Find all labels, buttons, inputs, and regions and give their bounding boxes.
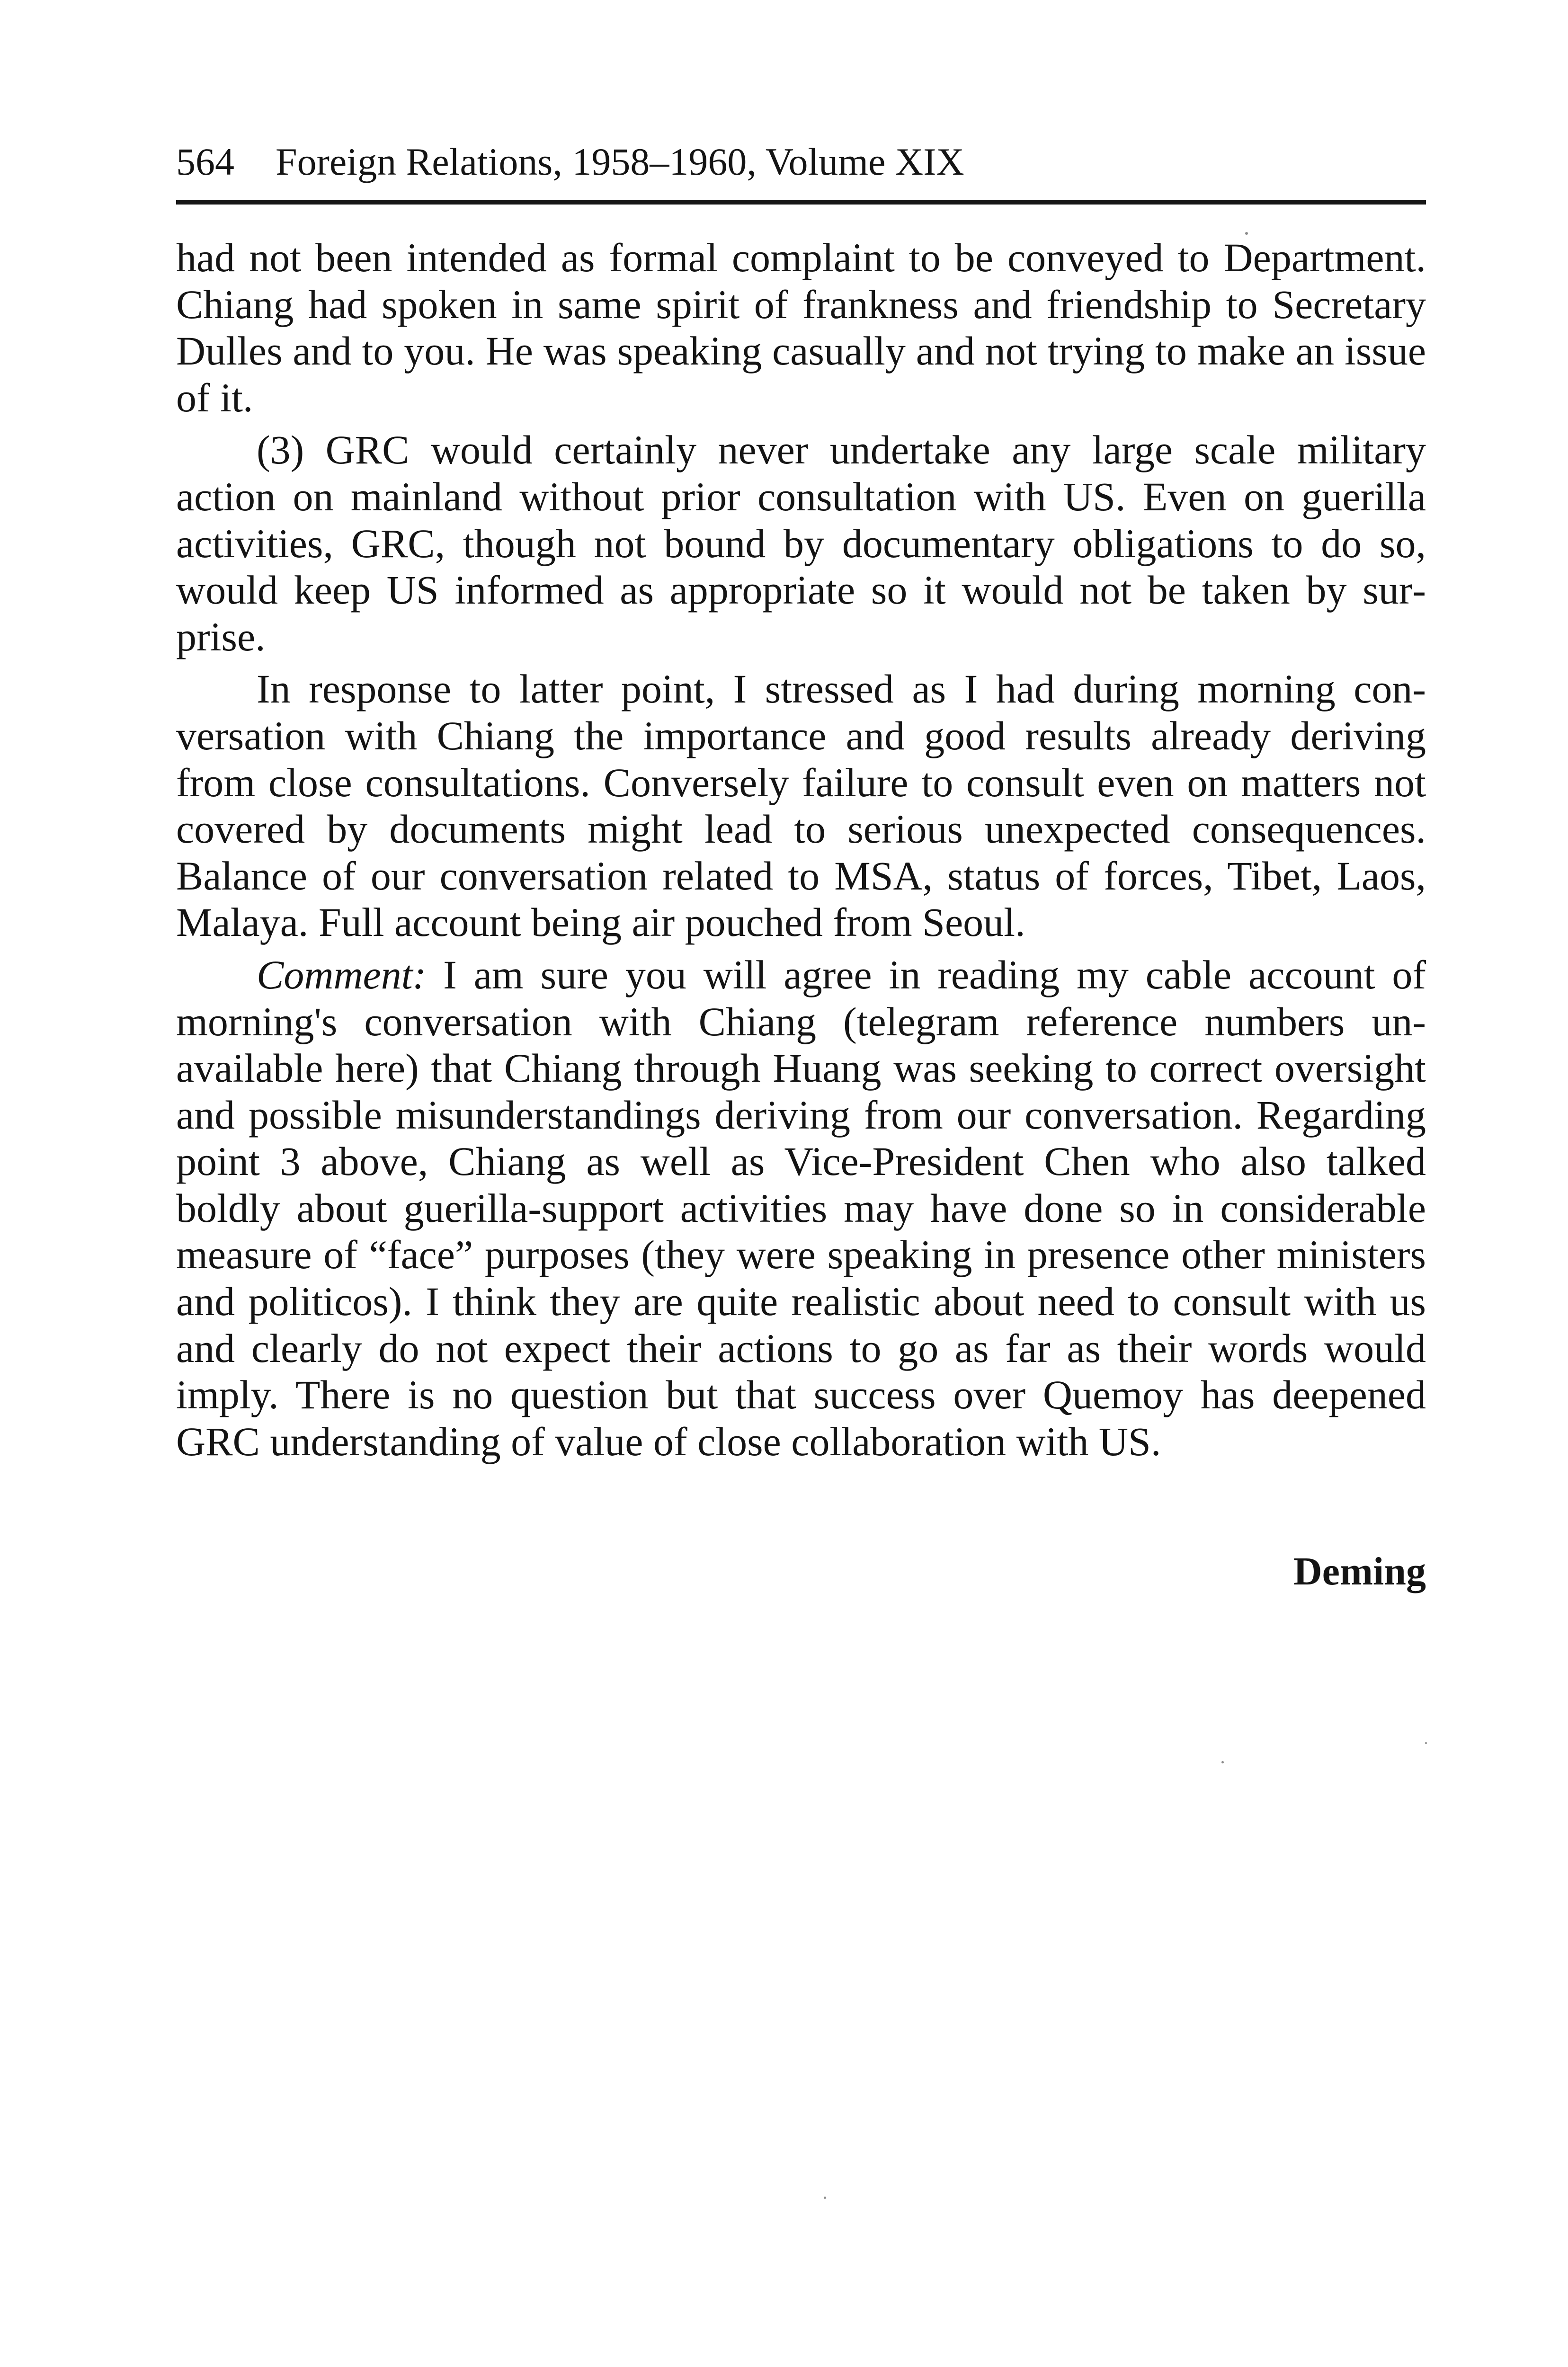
comment-text: I am sure you will agree in reading my cable account of morning's conversation with Chiang (telegram reference numbers unavailable here) that Chiang through Huang was seeking to correct oversight and possible misunderstandings deriving from our conversation. Regarding point 3 above, Chiang as well as Vice-President Chen who also talked boldly about guerilla-support activities may have done so in considerable measure of “face” purposes (they were speaking in presence other ministers and politicos). I think they are quite realistic about need to consult with us and clearly do not expect their actions to go as far as their words would imply. There is no question but that success over Quemoy has deepened GRC understanding of value of close collaboration with US. bbox=[176, 952, 1426, 1464]
body-text bbox=[176, 234, 1426, 1470]
scan-speck bbox=[1221, 1761, 1224, 1763]
paragraph-continuation: had not been intended as formal complaint to be conveyed to Department. Chiang had spoken in same spirit of frankness and friendship to Secretary Dulles and to you. He was speaking casually and not trying to make an issue of it. bbox=[176, 235, 1426, 420]
comment-label: Comment: bbox=[257, 952, 427, 997]
signature: Deming bbox=[1293, 1549, 1426, 1593]
paragraph-point-3: (3) GRC would certainly never undertake any large scale military action on mainland without prior consultation with US. Even on guerilla activities, GRC, though not bound by documentary obligations to do so, would keep US informed as appropriate so it would not be taken by surprise. bbox=[176, 427, 1426, 659]
running-head-title: Foreign Relations, 1958–1960, Volume XIX bbox=[276, 140, 964, 183]
scan-speck bbox=[1245, 232, 1248, 235]
running-head bbox=[176, 133, 1426, 205]
paragraph-comment bbox=[176, 952, 1426, 1465]
page-number: 564 bbox=[176, 140, 234, 183]
paragraph-response: In response to latter point, I stressed as I had during morning conversation with Chiang the importance and good results already deriving from close consultations. Conversely failure to consult even on matters not covered by documents might lead to serious unexpected consequences. Balance of our conversation related to MSA, status of forces, Tibet, Laos, Malaya. Full account being air pouched from Seoul. bbox=[176, 666, 1426, 945]
scan-speck bbox=[824, 2197, 826, 2199]
scan-speck bbox=[1425, 1742, 1427, 1744]
